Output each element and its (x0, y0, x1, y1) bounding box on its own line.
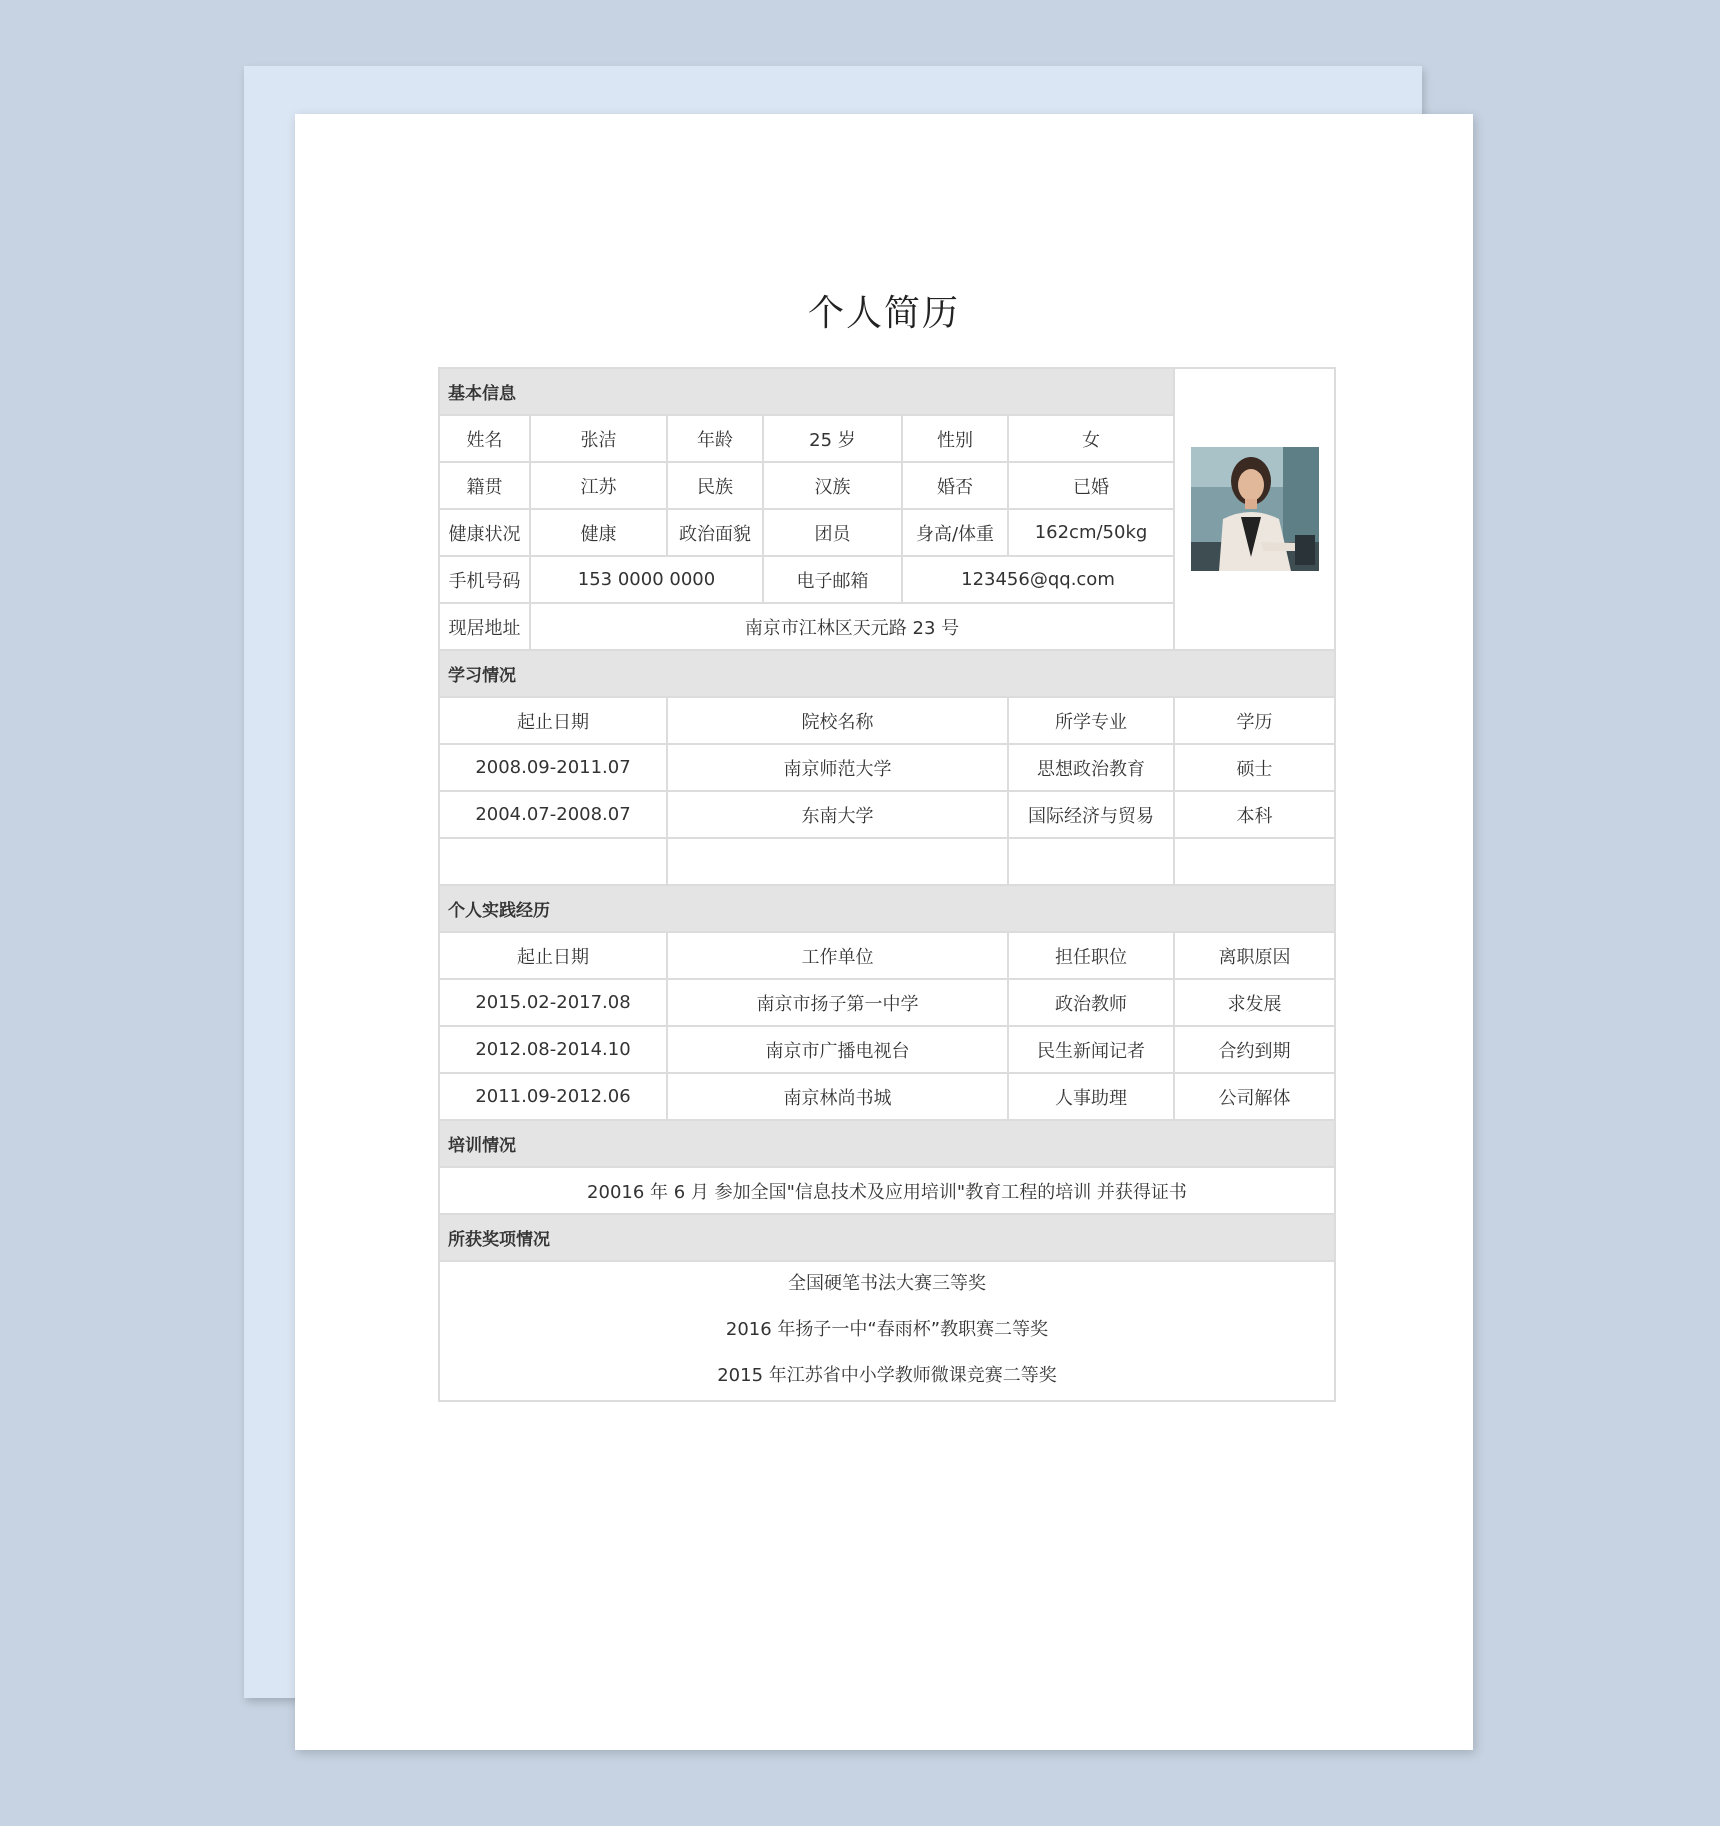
profile-photo (1191, 447, 1319, 571)
experience-header-dates: 起止日期 (439, 932, 667, 979)
education-header-degree: 学历 (1174, 697, 1335, 744)
award-item: 全国硬笔书法大赛三等奖 (788, 1273, 986, 1294)
education-school: 东南大学 (667, 791, 1008, 838)
education-degree (1174, 838, 1335, 885)
training-text: 20016 年 6 月 参加全国"信息技术及应用培训"教育工程的培训 并获得证书 (439, 1167, 1335, 1214)
label-gender: 性别 (902, 415, 1008, 462)
value-origin: 江苏 (530, 462, 667, 509)
value-political: 团员 (763, 509, 902, 556)
label-origin: 籍贯 (439, 462, 530, 509)
page-title: 个人简历 (807, 293, 960, 334)
label-age: 年龄 (667, 415, 763, 462)
experience-reason: 合约到期 (1174, 1026, 1335, 1073)
experience-dates: 2015.02-2017.08 (439, 979, 667, 1026)
experience-position: 政治教师 (1008, 979, 1174, 1026)
experience-reason: 求发展 (1174, 979, 1335, 1026)
section-training: 培训情况 (439, 1120, 1335, 1167)
label-name: 姓名 (439, 415, 530, 462)
value-email: 123456@qq.com (902, 556, 1174, 603)
experience-header-reason: 离职原因 (1174, 932, 1335, 979)
label-height-weight: 身高/体重 (902, 509, 1008, 556)
experience-position: 民生新闻记者 (1008, 1026, 1174, 1073)
experience-header-row (439, 932, 1335, 979)
value-height-weight: 162cm/50kg (1008, 509, 1174, 556)
label-political: 政治面貌 (667, 509, 763, 556)
experience-dates: 2012.08-2014.10 (439, 1026, 667, 1073)
section-education: 学习情况 (439, 650, 1335, 697)
label-ethnicity: 民族 (667, 462, 763, 509)
education-header-row (439, 697, 1335, 744)
education-header-school: 院校名称 (667, 697, 1008, 744)
experience-reason: 公司解体 (1174, 1073, 1335, 1120)
experience-employer: 南京林尚书城 (667, 1073, 1008, 1120)
value-marital: 已婚 (1008, 462, 1174, 509)
resume-table (438, 367, 1336, 1402)
experience-employer: 南京市扬子第一中学 (667, 979, 1008, 1026)
awards-list (439, 1261, 1335, 1401)
education-major: 思想政治教育 (1008, 744, 1174, 791)
value-address: 南京市江林区天元路 23 号 (530, 603, 1174, 650)
award-item: 2015 年江苏省中小学教师微课竞赛二等奖 (717, 1365, 1057, 1386)
value-health: 健康 (530, 509, 667, 556)
education-major (1008, 838, 1174, 885)
value-ethnicity: 汉族 (763, 462, 902, 509)
education-major: 国际经济与贸易 (1008, 791, 1174, 838)
value-name: 张洁 (530, 415, 667, 462)
label-email: 电子邮箱 (763, 556, 902, 603)
experience-header-employer: 工作单位 (667, 932, 1008, 979)
photo-cell (1174, 368, 1335, 650)
section-awards: 所获奖项情况 (439, 1214, 1335, 1261)
experience-position: 人事助理 (1008, 1073, 1174, 1120)
education-header-dates: 起止日期 (439, 697, 667, 744)
resume-page (295, 114, 1473, 1750)
section-experience: 个人实践经历 (439, 885, 1335, 932)
experience-dates: 2011.09-2012.06 (439, 1073, 667, 1120)
experience-employer: 南京市广播电视台 (667, 1026, 1008, 1073)
education-header-major: 所学专业 (1008, 697, 1174, 744)
education-school: 南京师范大学 (667, 744, 1008, 791)
value-phone: 153 0000 0000 (530, 556, 763, 603)
label-phone: 手机号码 (439, 556, 530, 603)
experience-row (439, 979, 1335, 1026)
education-dates (439, 838, 667, 885)
label-marital: 婚否 (902, 462, 1008, 509)
education-dates: 2004.07-2008.07 (439, 791, 667, 838)
education-degree: 本科 (1174, 791, 1335, 838)
education-row-empty (439, 838, 1335, 885)
section-basic-info: 基本信息 (439, 368, 1174, 415)
value-gender: 女 (1008, 415, 1174, 462)
education-degree: 硕士 (1174, 744, 1335, 791)
education-dates: 2008.09-2011.07 (439, 744, 667, 791)
education-school (667, 838, 1008, 885)
education-row (439, 744, 1335, 791)
experience-header-position: 担任职位 (1008, 932, 1174, 979)
experience-row (439, 1026, 1335, 1073)
education-row (439, 791, 1335, 838)
label-address: 现居地址 (439, 603, 530, 650)
label-health: 健康状况 (439, 509, 530, 556)
experience-row (439, 1073, 1335, 1120)
award-item: 2016 年扬子一中“春雨杯”教职赛二等奖 (725, 1319, 1049, 1340)
value-age: 25 岁 (763, 415, 902, 462)
